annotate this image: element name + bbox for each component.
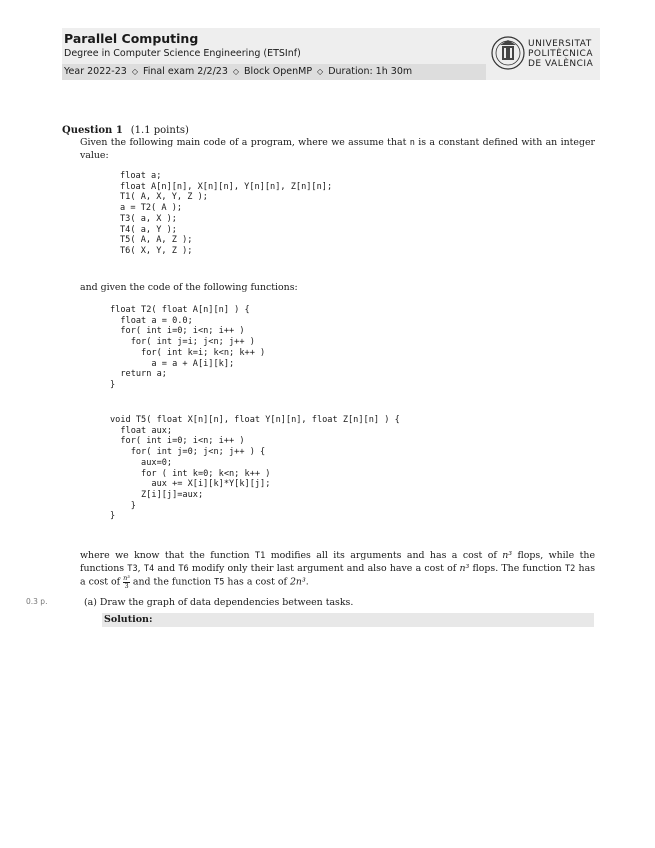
exam-year: Year 2022-23 — [64, 66, 127, 77]
t5-code-block: void T5( float X[n][n], float Y[n][n], float Z[n][n] ) { float aux; for( int i=0; i<n; i++ ) for( int j=0; j<n; j++ ) { aux=0; for ( int k=0; k<n; k++ ) aux += X[i][k]*Y[k][j]; Z[i][j]=aux; } } — [110, 415, 400, 522]
seal-icon — [490, 33, 526, 73]
logo-text: UNIVERSITAT POLITÈCNICA DE VALÈNCIA — [528, 39, 594, 69]
cost-description: where we know that the function T1 modifies all its arguments and has a cost of n³ flops, while the functions T3, T4 and T6 modify only their last argument and also have a cost of n³ flops. The function T2 has a cost of $\frac{\text{n³}}{3}$ and the function T5 has a cost of 2n³. — [80, 550, 595, 590]
exam-info-bar — [62, 64, 486, 80]
functions-intro: and given the code of the following functions: — [80, 282, 298, 293]
degree-name: Degree in Computer Science Engineering (ETSInf) — [64, 48, 301, 59]
exam-header — [62, 28, 600, 80]
solution-box: Solution: — [102, 613, 594, 627]
diamond-icon: ◇ — [317, 67, 324, 76]
question-intro: Given the following main code of a program, where we assume that n is a constant defined with an integer value: — [80, 137, 595, 161]
exam-duration: Duration: 1h 30m — [328, 66, 413, 77]
diamond-icon: ◇ — [131, 67, 138, 76]
t2-code-block: float T2( float A[n][n] ) { float a = 0.0; for( int i=0; i<n; i++ ) for( int j=i; j<n; j++ ) for( int k=i; k<n; k++ ) a = a + A[i][k]; return a; } — [110, 305, 266, 390]
question-label: Question 1 — [62, 125, 123, 136]
university-logo — [490, 33, 600, 73]
exam-block: Block OpenMP — [244, 66, 313, 77]
subquestion-points: 0.3 p. — [26, 597, 48, 606]
course-title: Parallel Computing — [64, 31, 199, 46]
question-heading — [62, 125, 189, 136]
diamond-icon: ◇ — [232, 67, 240, 76]
exam-date: Final exam 2/2/23 — [142, 66, 228, 77]
question-points: (1.1 points) — [130, 125, 189, 136]
main-code-block: float a; float A[n][n], X[n][n], Y[n][n], Z[n][n]; T1( A, X, Y, Z ); a = T2( A ); T3( a, X ); T4( a, Y ); T5( A, A, Z ); T6( X, Y, Z ); — [120, 171, 333, 256]
cost-fraction: $\frac{\text{n³}}{3}$ — [123, 574, 130, 590]
subquestion-a: (a) Draw the graph of data dependencies between tasks. — [84, 597, 354, 608]
